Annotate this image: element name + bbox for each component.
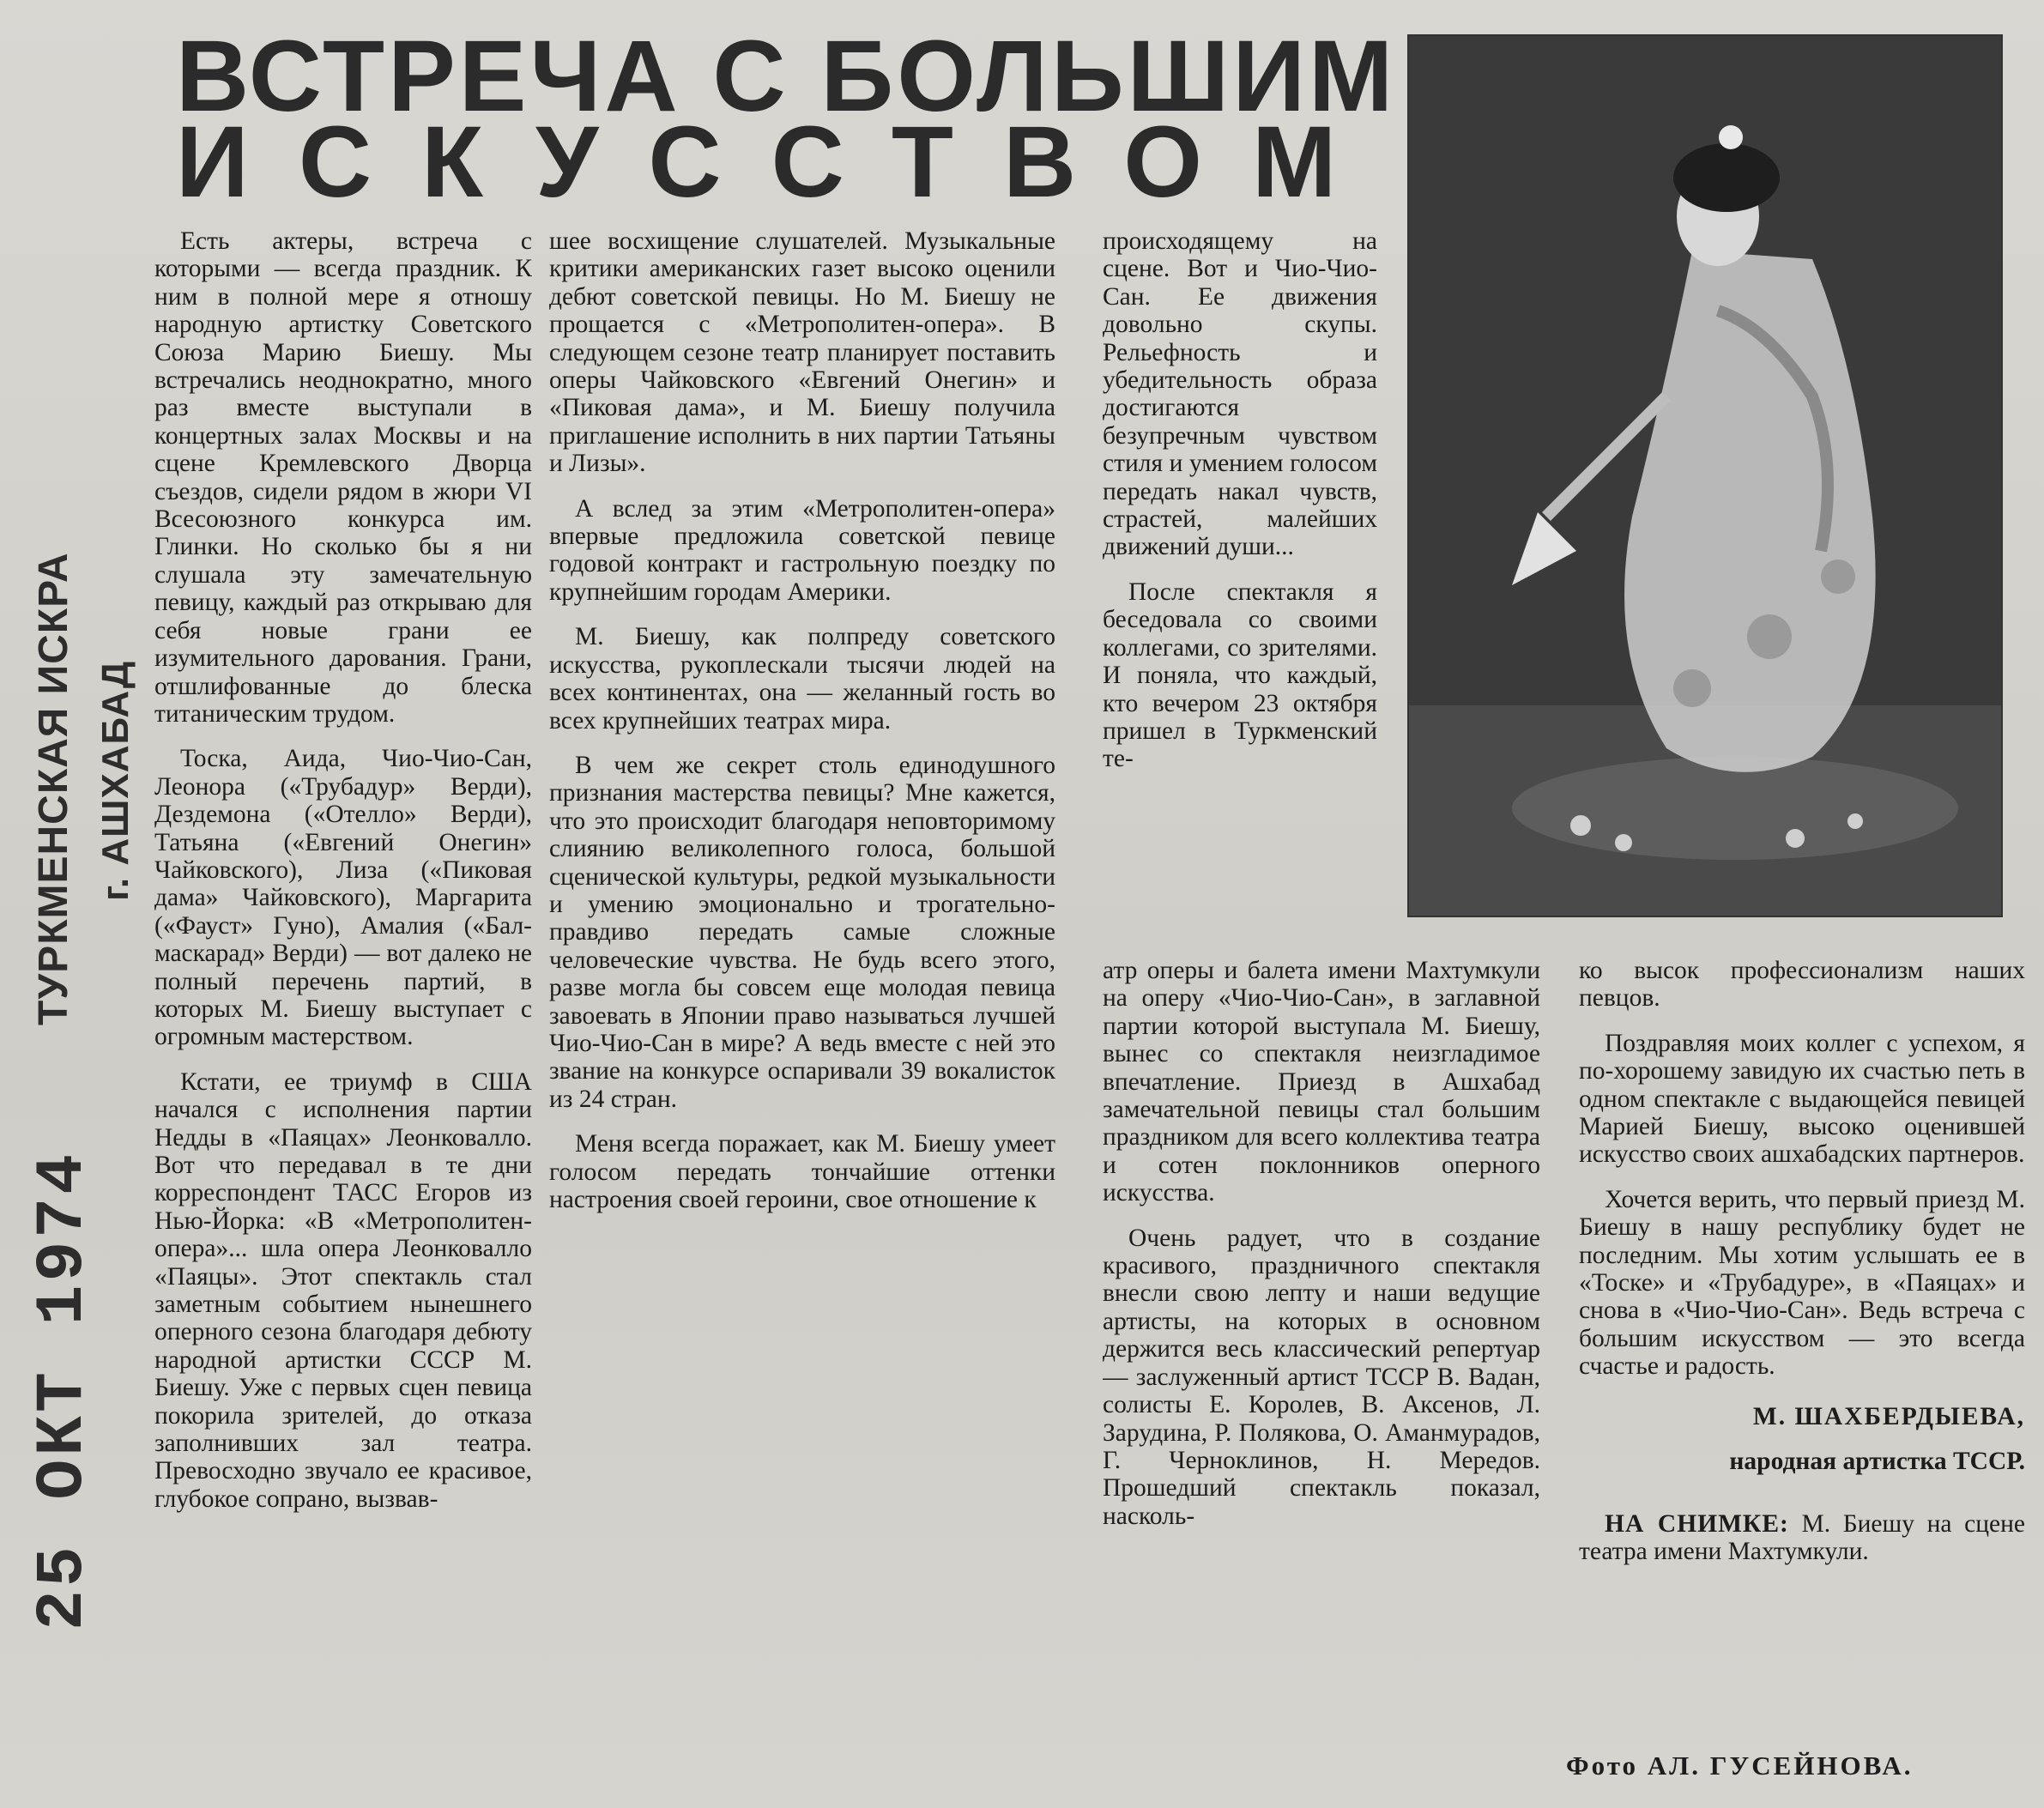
paragraph: После спектакля я беседовала со своими коллегами, со зрителями. И поняла, что каждый, кто вечером 23 октября пришел в Туркменский те- [1103, 577, 1377, 773]
paragraph: А вслед за этим «Метрополитен-опера» впервые предложила советской певице годовой контракт и гастрольную поездку по крупнейшим городам Америки. [549, 494, 1055, 606]
paragraph: ко высок профессионализм наших певцов. [1579, 957, 2025, 1013]
paragraph: шее восхищение слушателей. Музыкальные критики американских газет высоко оценили дебют советской певицы. Но М. Биешу не прощается с «Метрополитен-опера». В следующем сезоне театр планирует поставить оперы Чайковского «Евгений Онегин» и «Пиковая дама», и М. Биешу получила приглашение исполнить в них партии Татьяны и Лизы». [549, 227, 1055, 478]
paragraph: Есть актеры, встреча с которыми — всегда праздник. К ним в полной мере я отношу народную артистку Советского Союза Марию Биешу. Мы встречались неоднократно, много раз вместе выступали в концертных залах Москвы и на сцене Кремлевского Дворца съездов, сидели рядом в жюри VI Всесоюзного конкурса им. Глинки. Но сколько бы я ни слушала эту замечательную певицу, каждый раз открываю для себя новые грани ее изумительного дарования. Грани, отшлифованные до блеска титаническим трудом. [154, 227, 532, 728]
headline-line-2: ИСКУССТВОМ [176, 106, 1387, 219]
caption-label: НА СНИМКЕ: [1605, 1509, 1789, 1538]
date-stamp: 25 ОКТ 1974 [26, 1151, 101, 1630]
author-title: народная артистка ТССР. [1729, 1448, 2025, 1476]
article-column-4 [1579, 957, 2025, 1808]
photo-credit: Фото АЛ. ГУСЕЙНОВА. [1566, 1751, 1914, 1781]
article-column-2 [549, 227, 1055, 1808]
paragraph: Поздравляя моих коллег с успехом, я по-хорошему завидую их счастью петь в одном спектакле с выдающейся певицей Марией Биешу, высоко оценившей искусство своих ашхабадских партнеров. [1579, 1029, 2025, 1169]
paragraph: М. Биешу, как полпреду советского искусства, рукоплескали тысячи людей на всех континентах, она — желанный гость во всех крупнейших театрах мира. [549, 623, 1055, 735]
caption-text: М. Биешу на сцене театра имени Махтумкули. [1579, 1509, 2025, 1565]
article-column-1 [154, 227, 532, 1808]
article-column-3-bottom [1103, 957, 1540, 1808]
singer-photo [1407, 34, 2003, 917]
paragraph: Тоска, Аида, Чио-Чио-Сан, Леонора («Трубадур» Верди), Дездемона («Отелло» Верди), Татьяна («Евгений Онегин» Чайковского), Лиза («Пиковая дама» Чайковского), Маргарита («Фауст» Гуно), Амалия («Бал-маскарад» Верди) — вот далеко не полный перечень партий, в которых М. Биешу выступает с огромным мастерством. [154, 745, 532, 1051]
article-column-3-top [1103, 227, 1377, 914]
author-name: М. ШАХБЕРДЫЕВА, [1752, 1402, 2025, 1430]
city-stamp: г. АШХАБАД [94, 660, 136, 901]
paragraph: атр оперы и балета имени Махтумкули на оперу «Чио-Чио-Сан», в заглавной партии которой выступала М. Биешу, вынес со спектакля неизгладимое впечатление. Приезд в Ашхабад замечательной певицы стал большим праздником для всего коллектива театра и сотен поклонников оперного искусства. [1103, 957, 1540, 1207]
paragraph: Очень радует, что в создание красивого, праздничного спектакля внесли свою лепту и наши ведущие артисты, на которых в основном держится весь классический репертуар — заслуженный артист ТССР В. Вадан, солисты Е. Королев, В. Аксенов, Л. Зарудина, Р. Полякова, О. Аманмурадов, Г. Черноклинов, Н. Мередов. Прошедший спектакль показал, насколь- [1103, 1224, 1540, 1530]
paragraph: Кстати, ее триумф в США начался с исполнения партии Недды в «Паяцах» Леонковалло. Вот что передавал в те дни корреспондент ТАСС Егоров из Нью-Йорка: «В «Метрополитен-опера»... шла опера Леонковалло «Паяцы». Этот спектакль стал заметным событием нынешнего оперного сезона благодаря дебюту народной артистки СССР М. Биешу. Уже с первых сцен певица покорила зрителей, до отказа заполнивших зал театра. Превосходно звучало ее красивое, глубокое сопрано, вызвав- [154, 1067, 532, 1513]
paragraph: происходящему на сцене. Вот и Чио-Чио-Сан. Ее движения довольно скупы. Рельефность и убедительность образа достигаются безупречным чувством стиля и умением голосом передать накал чувств, страстей, малейших движений души... [1103, 227, 1377, 561]
paragraph: В чем же секрет столь единодушного признания мастерства певицы? Мне кажется, что это происходит благодаря неповторимому слиянию великолепного голоса, большой сценической культуры, редкой музыкальности и умению эмоционально и трогательно-правдиво передать самые сложные человеческие чувства. Не будь всего этого, разве могла бы совсем еще молодая певица завоевать в Японии право называться лучшей Чио-Чио-Сан в мире? А ведь вместе с ней это звание на конкурсе оспаривали 39 вокалисток из 24 стран. [549, 751, 1055, 1113]
singer-on-stage-image [1409, 36, 2001, 916]
paragraph: Меня всегда поражает, как М. Биешу умеет голосом передать тончайшие оттенки настроения своей героини, свое отношение к [549, 1130, 1055, 1213]
newspaper-name-stamp: ТУРКМЕНСКАЯ ИСКРА [31, 552, 76, 1025]
paragraph: Хочется верить, что первый приезд М. Биешу в нашу республику будет не последним. Мы хотим услышать ее в «Тоске» и «Трубадуре», в «Паяцах» и снова в «Чио-Чио-Сан». Ведь встреча с большим искусством — это всегда счастье и радость. [1579, 1185, 2025, 1381]
photo-caption [1579, 1510, 2025, 1566]
headline-line-1: ВСТРЕЧА С БОЛЬШИМ [176, 20, 1397, 133]
